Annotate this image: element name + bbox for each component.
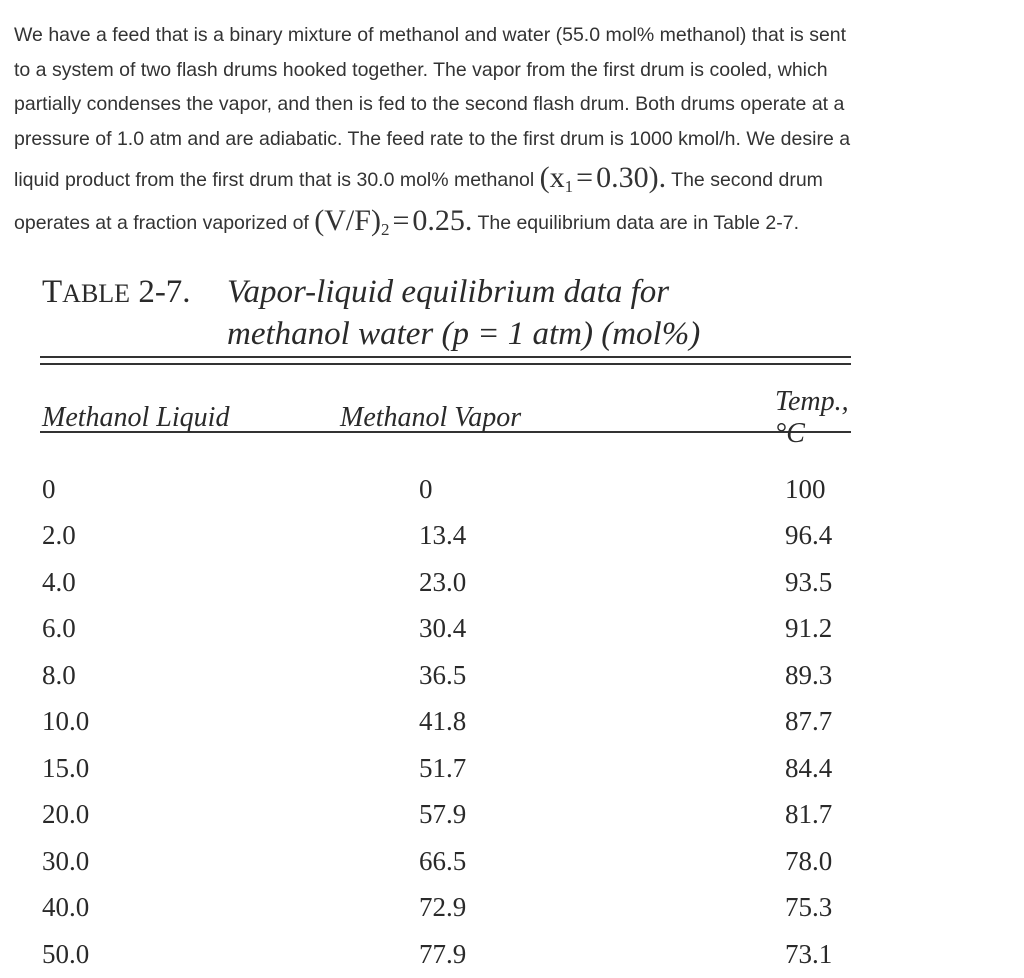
cell-methanol-liquid: 0 (42, 473, 56, 504)
cell-methanol-vapor: 66.5 (419, 845, 467, 876)
x1-equation (540, 161, 666, 194)
cell-methanol-liquid: 8.0 (42, 659, 76, 690)
problem-line-with-x1 (14, 156, 1004, 199)
math-value: 0.25. (412, 204, 473, 237)
table-top-rule-second (40, 363, 851, 365)
math-open: (x (539, 161, 565, 194)
cell-methanol-vapor: 51.7 (419, 752, 467, 783)
table-label (42, 272, 227, 314)
cell-temperature: 91.2 (785, 613, 833, 644)
cell-methanol-vapor: 0 (419, 473, 433, 504)
problem-line-with-vf (14, 199, 1004, 242)
vle-data-table (40, 386, 851, 978)
cell-methanol-vapor: 41.8 (419, 706, 467, 737)
table-caption-line1 (42, 272, 700, 314)
math-equals: = (576, 161, 594, 194)
cell-temperature: 73.1 (785, 938, 833, 969)
table-label-number: 2-7. (138, 274, 191, 310)
table-header-row (40, 386, 851, 450)
cell-methanol-liquid: 30.0 (42, 845, 90, 876)
cell-methanol-vapor: 77.9 (419, 938, 467, 969)
cell-temperature: 96.4 (785, 520, 833, 551)
cell-methanol-liquid: 10.0 (42, 706, 90, 737)
vf2-equation (314, 204, 472, 237)
header-spacer (40, 450, 851, 466)
problem-line: We have a feed that is a binary mixture of methanol and water (55.0 mol% methanol) that is sent (14, 24, 847, 46)
problem-text-tail: The equilibrium data are in Table 2-7. (477, 212, 800, 234)
cell-methanol-liquid: 15.0 (42, 752, 90, 783)
math-equals: = (392, 204, 410, 237)
table-caption (42, 272, 700, 354)
table-label-initial: T (42, 274, 63, 310)
table-row (40, 931, 851, 978)
cell-methanol-liquid: 2.0 (42, 520, 76, 551)
cell-temperature: 81.7 (785, 799, 833, 830)
table-row (40, 838, 851, 885)
table-row (40, 466, 851, 513)
cell-temperature: 100 (785, 473, 826, 504)
table-row (40, 513, 851, 560)
cell-temperature: 84.4 (785, 752, 833, 783)
cell-methanol-vapor: 72.9 (419, 892, 467, 923)
spacer-cell (40, 450, 851, 466)
table-row (40, 652, 851, 699)
cell-methanol-liquid: 20.0 (42, 799, 90, 830)
problem-line: pressure of 1.0 atm and are adiabatic. The feed rate to the first drum is 1000 kmol/h. We desire a (14, 127, 851, 150)
cell-methanol-vapor: 57.9 (419, 799, 467, 830)
math-open: (V/F) (314, 204, 381, 237)
problem-text-tail: The second drum (671, 169, 823, 191)
table-row (40, 885, 851, 932)
column-header-methanol-vapor: Methanol Vapor (340, 402, 522, 433)
cell-methanol-vapor: 36.5 (419, 659, 467, 690)
cell-temperature: 78.0 (785, 845, 833, 876)
table-row (40, 745, 851, 792)
problem-line: to a system of two flash drums hooked together. The vapor from the first drum is cooled, which (14, 58, 828, 81)
cell-temperature: 87.7 (785, 706, 833, 737)
cell-methanol-liquid: 4.0 (42, 566, 76, 597)
table-row (40, 559, 851, 606)
table-row (40, 792, 851, 839)
table-title-line1: Vapor-liquid equilibrium data for (227, 274, 670, 310)
problem-text: operates at a fraction vaporized of (14, 212, 309, 234)
cell-methanol-vapor: 23.0 (419, 566, 467, 597)
column-header-temperature: Temp., °C (775, 386, 849, 449)
table-title-line2: methanol water (p = 1 atm) (mol%) (227, 316, 701, 352)
table-row (40, 606, 851, 653)
cell-methanol-vapor: 13.4 (419, 520, 467, 551)
table-label-smallcaps: ABLE (62, 279, 131, 308)
cell-methanol-liquid: 50.0 (42, 938, 90, 969)
cell-temperature: 93.5 (785, 566, 833, 597)
math-value: 0.30). (596, 161, 667, 194)
cell-temperature: 75.3 (785, 892, 833, 923)
cell-methanol-liquid: 6.0 (42, 613, 76, 644)
problem-line: partially condenses the vapor, and then is fed to the second flash drum. Both drums operate at a (14, 93, 845, 115)
column-header-methanol-liquid: Methanol Liquid (42, 402, 230, 433)
table-row (40, 699, 851, 746)
cell-methanol-liquid: 40.0 (42, 892, 90, 923)
cell-methanol-vapor: 30.4 (419, 613, 467, 644)
table-top-rule (40, 356, 851, 358)
cell-temperature: 89.3 (785, 659, 833, 690)
math-subscript: 1 (564, 177, 574, 196)
math-subscript: 2 (380, 220, 390, 239)
problem-text: liquid product from the first drum that is 30.0 mol% methanol (14, 169, 535, 191)
problem-statement (14, 18, 1004, 242)
